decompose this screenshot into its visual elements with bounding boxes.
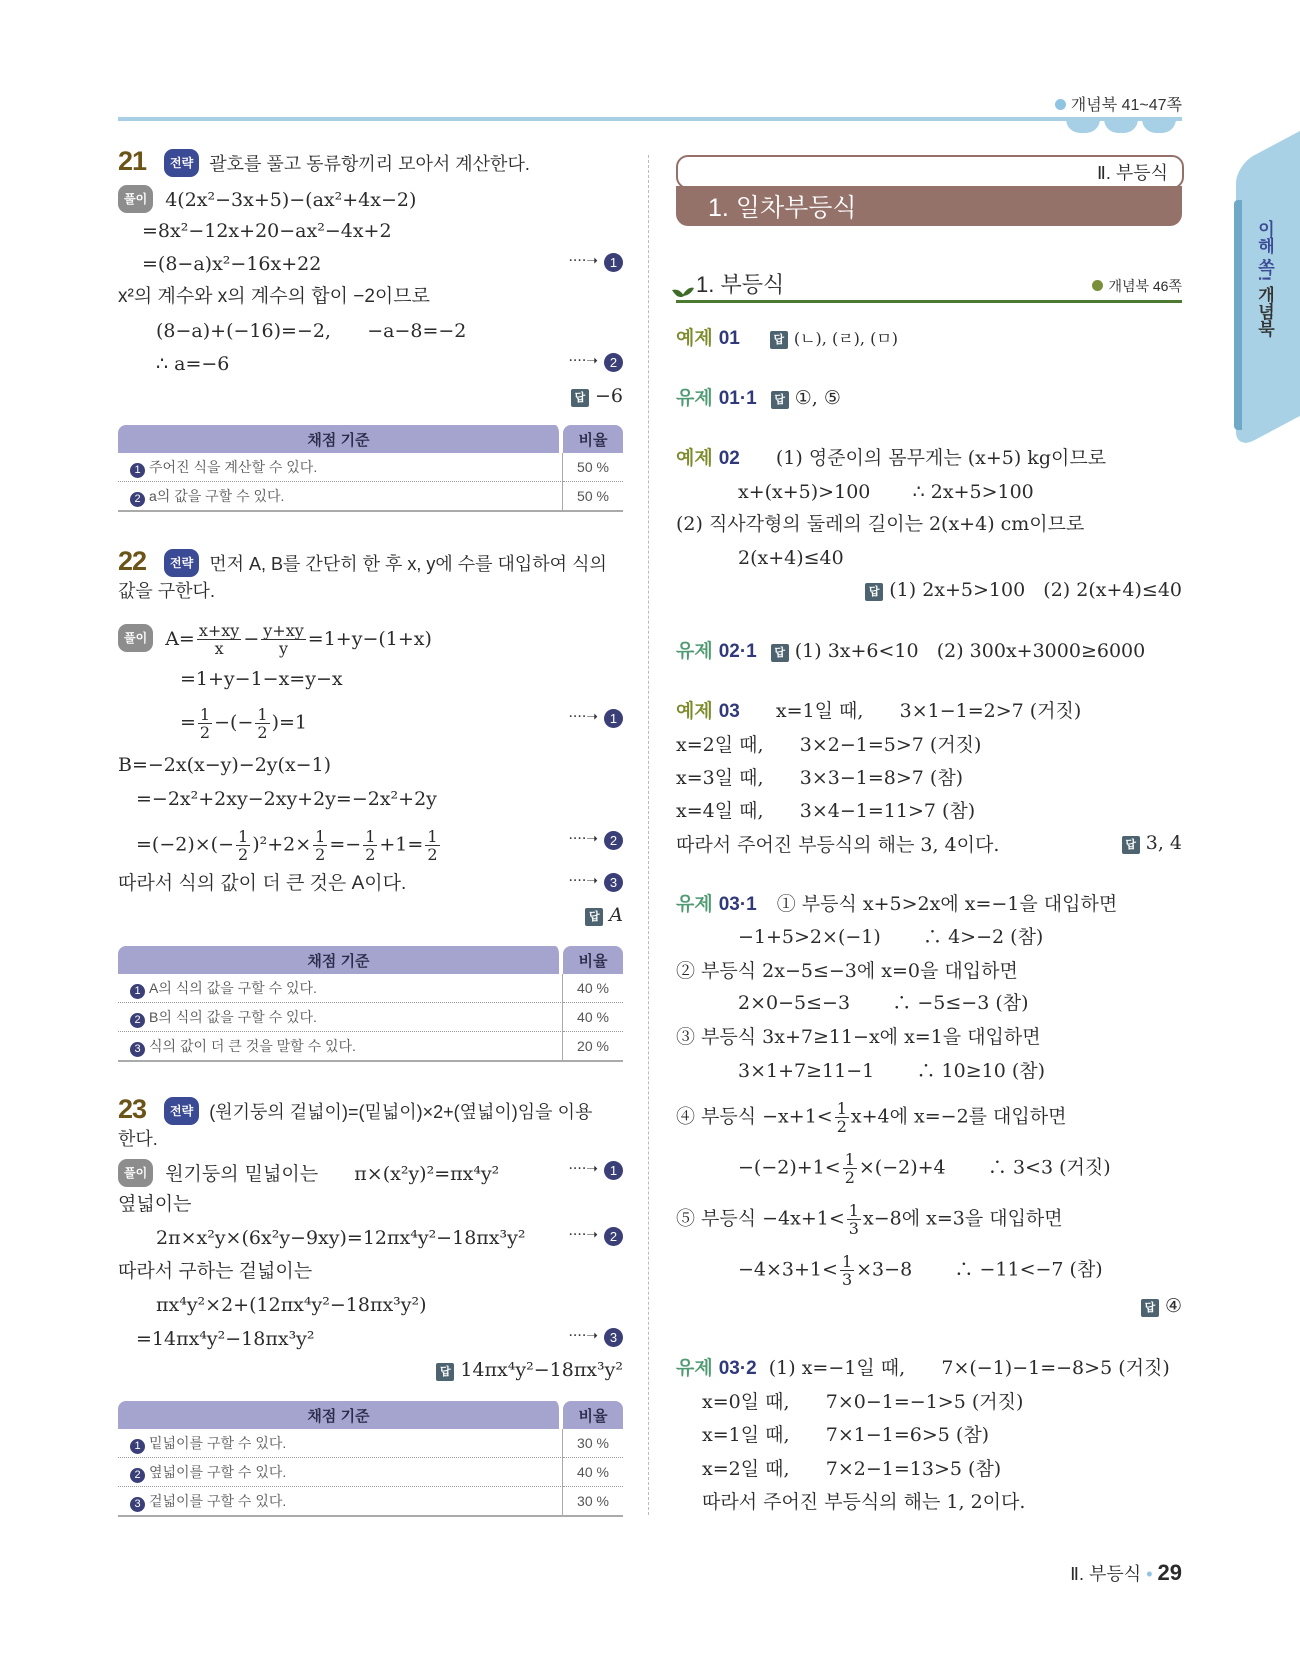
strategy-tag: 전략 (164, 149, 199, 177)
solution-line: 2×0−5≤−3 ∴ −5≤−3 (참) (738, 992, 1029, 1014)
solution-line: =−2x²+2xy−2xy+2y=−2x²+2y (136, 788, 437, 810)
answer-tag: 답 (436, 1363, 454, 1381)
ratio: 40 % (563, 1003, 623, 1032)
solution-line: x²의 계수와 x의 계수의 합이 −2이므로 (118, 286, 430, 307)
chapter-title: 1. 일차부등식 (708, 194, 857, 222)
step-number: 2 (130, 1468, 145, 1483)
section-title: 1. 부등식 (696, 272, 785, 297)
strategy-text: (원기둥의 겉넓이)=(밑넓이)×2+(옆넓이)임을 이용 (209, 1102, 593, 1122)
ratio: 30 % (563, 1429, 623, 1458)
step-marker (568, 873, 623, 892)
example-03 (676, 698, 1081, 725)
answer (865, 579, 1182, 601)
step-marker (568, 1328, 623, 1347)
criterion: B의 식의 값을 구할 수 있다. (149, 1008, 317, 1025)
fraction: $\frac{1}{2}$ (427, 827, 438, 864)
table-row (118, 1032, 623, 1062)
solution-line: 따라서 주어진 부등식의 해는 3, 4이다. (676, 834, 1000, 856)
fraction: $\frac{1}{2}$ (238, 827, 249, 864)
step-marker (568, 1227, 623, 1246)
example-label: 예제 (676, 448, 713, 469)
answer-tag: 답 (571, 389, 589, 407)
step-number: 2 (130, 492, 145, 507)
solution-text: x=1일 때, 3×1−1=2>7 (거짓) (775, 700, 1082, 722)
step-number: 1 (130, 463, 145, 478)
exercise-label: 유제 (676, 388, 713, 409)
solution-line: ⑤ 부등식 −4x+1< $\frac{1}{3}$ x−8에 x=3을 대입하면 (676, 1201, 1063, 1238)
step-number: 1 (130, 1439, 145, 1454)
problem-22-header (118, 548, 607, 577)
solution-line: =14πx⁴y²−18πx³y² (136, 1328, 315, 1350)
step-number: 2 (604, 831, 623, 850)
strategy-text: 값을 구한다. (118, 581, 215, 601)
solution-line: 2π×x²y×(6x²y−9xy)=12πx⁴y²−18πx³y² (156, 1227, 526, 1249)
answer-value: ①, ⑤ (794, 387, 841, 409)
solution-line: ② 부등식 2x−5≤−3에 x=0을 대입하면 (676, 960, 1018, 982)
table-row (118, 453, 623, 482)
solution-tag: 풀이 (118, 185, 153, 213)
table-row (118, 1487, 623, 1517)
step-number: 3 (604, 873, 623, 892)
answer-value: (1) 3x+6<10 (2) 300x+3000≥6000 (794, 640, 1146, 662)
ratio: 40 % (563, 1458, 623, 1487)
answer (571, 385, 623, 407)
fraction: $\frac{1}{2}$ (315, 827, 326, 864)
exercise-number: 02·1 (718, 641, 757, 662)
table-row (118, 1429, 623, 1458)
table-row (118, 482, 623, 512)
solution-line: B=−2x(x−y)−2y(x−1) (118, 754, 332, 776)
fraction: $\frac{1}{2}$ (844, 1150, 855, 1187)
footer-part: Ⅱ. 부등식 (1070, 1564, 1142, 1584)
answer-tag: 답 (771, 644, 789, 662)
reference-text: 개념북 41~47쪽 (1070, 97, 1182, 114)
problem-number: 22 (118, 546, 147, 576)
solution-line: =(−2)×(− $\frac{1}{2}$ )²+2× $\frac{1}{2}$ =− $\frac{1}{2}$ +1= $\frac{1}{2}$ (136, 827, 438, 864)
solution-line (118, 185, 416, 213)
answer (436, 1359, 623, 1381)
ratio: 30 % (563, 1487, 623, 1517)
solution-line: (2) 직사각형의 둘레의 길이는 2(x+4) cm이므로 (676, 513, 1085, 535)
answer (585, 904, 623, 926)
separator: • (1146, 1564, 1153, 1584)
solution-line: −(−2)+1< $\frac{1}{2}$ ×(−2)+4 ∴ 3<3 (거짓) (738, 1150, 1111, 1187)
strategy-tag: 전략 (164, 1097, 199, 1125)
step-number: 2 (604, 1227, 623, 1246)
fraction: $\frac{1}{2}$ (257, 705, 268, 742)
problem-number: 21 (118, 146, 147, 176)
arrow-icon: ····➝ (568, 1328, 598, 1344)
solution-line: (8−a)+(−16)=−2, −a−8=−2 (156, 320, 467, 342)
step-number: 2 (604, 353, 623, 372)
solution-text: (1) 영준이의 몸무게는 (x+5) kg이므로 (775, 447, 1107, 469)
criterion: a의 값을 구할 수 있다. (149, 487, 285, 504)
example-label: 예제 (676, 328, 713, 349)
criterion: 겉넓이를 구할 수 있다. (149, 1492, 287, 1509)
solution-line: x=2일 때, 7×2−1=13>5 (참) (702, 1458, 1002, 1480)
solution-line: x=4일 때, 3×4−1=11>7 (참) (676, 800, 976, 822)
step-number: 1 (604, 253, 623, 272)
exercise-number: 01·1 (718, 388, 757, 409)
answer (1122, 832, 1182, 854)
problem-number: 23 (118, 1094, 147, 1124)
example-label: 예제 (676, 701, 713, 722)
table-row (118, 1458, 623, 1487)
solution-line: ∴ a=−6 (156, 353, 230, 375)
problem-21-header (118, 148, 530, 177)
solution-line: 따라서 구하는 겉넓이는 (118, 1261, 313, 1282)
solution-line: 옆넓이는 (118, 1194, 192, 1215)
step-number: 3 (604, 1328, 623, 1347)
arrow-icon: ····➝ (568, 1227, 598, 1243)
solution-line: = $\frac{1}{2}$ −(− $\frac{1}{2}$ )=1 (180, 705, 307, 742)
math-text: 4(2x²−3x+5)−(ax²+4x−2) (165, 189, 417, 211)
fraction: $\frac{1}{2}$ (836, 1099, 847, 1136)
exercise-01-1 (676, 385, 841, 412)
table-header: 비율 (563, 1401, 623, 1429)
criterion: 주어진 식을 계산할 수 있다. (149, 458, 318, 475)
answer-tag: 답 (1141, 1299, 1159, 1317)
exercise-03-2 (676, 1355, 1170, 1382)
solution-line: ③ 부등식 3x+7≥11−x에 x=1을 대입하면 (676, 1026, 1041, 1048)
fraction: $\frac{1}{3}$ (841, 1252, 853, 1289)
example-number: 03 (718, 701, 740, 722)
answer-value: (ㄴ), (ㄹ), (ㅁ) (793, 329, 899, 348)
arrow-icon: ····➝ (568, 873, 598, 889)
ratio: 50 % (563, 453, 623, 482)
criterion: 식의 값이 더 큰 것을 말할 수 있다. (149, 1037, 356, 1054)
math-text: A= $\frac{x+xy}{x}$ − $\frac{y+xy}{y}$ =1+y−(1+x) (165, 621, 432, 658)
solution-line: x=2일 때, 3×2−1=5>7 (거짓) (676, 734, 982, 756)
answer-value: (1) 2x+5>100 (2) 2(x+4)≤40 (889, 579, 1182, 601)
ratio: 40 % (563, 974, 623, 1003)
exercise-label: 유제 (676, 641, 713, 662)
answer (1141, 1295, 1182, 1317)
step-marker (568, 353, 623, 372)
answer-tag: 답 (865, 583, 883, 601)
example-01 (676, 325, 898, 352)
grading-table (118, 946, 623, 1062)
side-tab-edge (1234, 200, 1242, 430)
criterion: 옆넓이를 구할 수 있다. (149, 1463, 287, 1480)
step-number: 1 (130, 984, 145, 999)
page-footer (1070, 1560, 1182, 1586)
arrow-icon: ····➝ (568, 353, 598, 369)
solution-line: x=0일 때, 7×0−1=−1>5 (거짓) (702, 1391, 1024, 1413)
solution-line: x=3일 때, 3×3−1=8>7 (참) (676, 767, 964, 789)
answer-tag: 답 (770, 331, 788, 349)
solution-line: −1+5>2×(−1) ∴ 4>−2 (참) (738, 926, 1044, 948)
solution-line: x=1일 때, 7×1−1=6>5 (참) (702, 1424, 990, 1446)
ratio: 20 % (563, 1032, 623, 1062)
answer-value: 14πx⁴y²−18πx³y² (460, 1359, 623, 1381)
strategy-text: 괄호를 풀고 동류항끼리 모아서 계산한다. (209, 154, 530, 174)
solution-line (142, 251, 623, 277)
step-marker (568, 253, 623, 272)
criterion: 밑넓이를 구할 수 있다. (149, 1434, 287, 1451)
ratio: 50 % (563, 482, 623, 512)
exercise-number: 03·2 (718, 1358, 757, 1379)
solution-line: 3×1+7≥11−1 ∴ 10≥10 (참) (738, 1060, 1046, 1082)
column-divider (648, 155, 649, 1515)
solution-line (118, 1159, 499, 1187)
solution-text: ① 부등식 x+5>2x에 x=−1을 대입하면 (776, 893, 1118, 915)
fraction: $\frac{1}{2}$ (365, 827, 376, 864)
reference-text: 개념북 46쪽 (1108, 278, 1182, 294)
step-number: 1 (604, 1161, 623, 1180)
fraction: $\frac{x+xy}{x}$ (198, 621, 240, 658)
fraction: $\frac{1}{3}$ (848, 1201, 859, 1238)
solution-line: =8x²−12x+20−ax²−4x+2 (142, 220, 392, 242)
math-text: =(8−a)x²−16x+22 (142, 253, 322, 275)
criterion: A의 식의 값을 구할 수 있다. (149, 979, 317, 996)
answer-tag: 답 (1122, 836, 1140, 854)
step-number: 2 (130, 1013, 145, 1028)
table-header: 채점 기준 (118, 425, 563, 453)
problem-23-header (118, 1096, 592, 1125)
solution-line: −4×3+1< $\frac{1}{3}$ ×3−8 ∴ −11<−7 (참) (738, 1252, 1103, 1289)
table-row (118, 974, 623, 1003)
math-text: 원기둥의 밑넓이는 π×(x²y)²=πx⁴y² (165, 1163, 500, 1185)
fraction: $\frac{1}{2}$ (199, 705, 211, 742)
solution-line: 2(x+4)≤40 (738, 547, 844, 569)
page-number: 29 (1157, 1560, 1182, 1585)
step-marker (568, 709, 623, 728)
exercise-number: 03·1 (718, 894, 757, 915)
example-02 (676, 445, 1106, 472)
strategy-text: 한다. (118, 1129, 158, 1149)
solution-line: 따라서 주어진 부등식의 해는 1, 2이다. (702, 1491, 1026, 1513)
answer-value: A (609, 904, 623, 926)
right-column (676, 0, 1182, 1654)
table-header: 채점 기준 (118, 946, 563, 974)
table-row (118, 1003, 623, 1032)
step-marker (568, 1161, 623, 1180)
exercise-03-1 (676, 891, 1117, 918)
strategy-tag: 전략 (164, 549, 199, 577)
example-number: 01 (718, 328, 740, 349)
step-number: 3 (130, 1042, 145, 1057)
solution-text: (1) x=−1일 때, 7×(−1)−1=−8>5 (거짓) (768, 1357, 1170, 1379)
arrow-icon: ····➝ (568, 253, 598, 269)
fraction: $\frac{y+xy}{y}$ (263, 621, 304, 658)
answer-tag: 답 (771, 391, 789, 409)
step-marker (568, 831, 623, 850)
side-tab-text: 개념북 (1255, 286, 1274, 338)
left-column (118, 0, 623, 1654)
answer-value: ④ (1164, 1295, 1182, 1317)
solution-line: 따라서 식의 값이 더 큰 것은 A이다. (118, 873, 407, 894)
solution-line: =1+y−1−x=y−x (180, 668, 343, 690)
exercise-label: 유제 (676, 1358, 713, 1379)
grading-table (118, 1401, 623, 1517)
strategy-text: 먼저 A, B를 간단히 한 후 x, y에 수를 대입하여 식의 (209, 554, 607, 574)
example-number: 02 (718, 448, 740, 469)
solution-line: ④ 부등식 −x+1< $\frac{1}{2}$ x+4에 x=−2를 대입하면 (676, 1099, 1067, 1136)
solution-tag: 풀이 (118, 624, 153, 652)
chapter-part: Ⅱ. 부등식 (1096, 163, 1168, 183)
arrow-icon: ····➝ (568, 709, 598, 725)
side-tab-accent: 이해 쏙! (1255, 220, 1274, 282)
arrow-icon: ····➝ (568, 1161, 598, 1177)
solution-line: x+(x+5)>100 ∴ 2x+5>100 (738, 481, 1034, 503)
answer-value: 3, 4 (1145, 832, 1182, 854)
answer-value: −6 (594, 385, 623, 407)
step-number: 3 (130, 1497, 145, 1512)
table-header: 비율 (563, 946, 623, 974)
step-number: 1 (604, 709, 623, 728)
grading-table (118, 425, 623, 512)
exercise-label: 유제 (676, 894, 713, 915)
side-tab-label[interactable] (1252, 220, 1277, 337)
answer-tag: 답 (585, 908, 603, 926)
solution-line: πx⁴y²×2+(12πx⁴y²−18πx³y²) (156, 1294, 427, 1316)
table-header: 채점 기준 (118, 1401, 563, 1429)
exercise-02-1 (676, 638, 1145, 665)
arrow-icon: ····➝ (568, 831, 598, 847)
table-header: 비율 (563, 425, 623, 453)
solution-line (118, 622, 432, 657)
solution-tag: 풀이 (118, 1159, 153, 1187)
